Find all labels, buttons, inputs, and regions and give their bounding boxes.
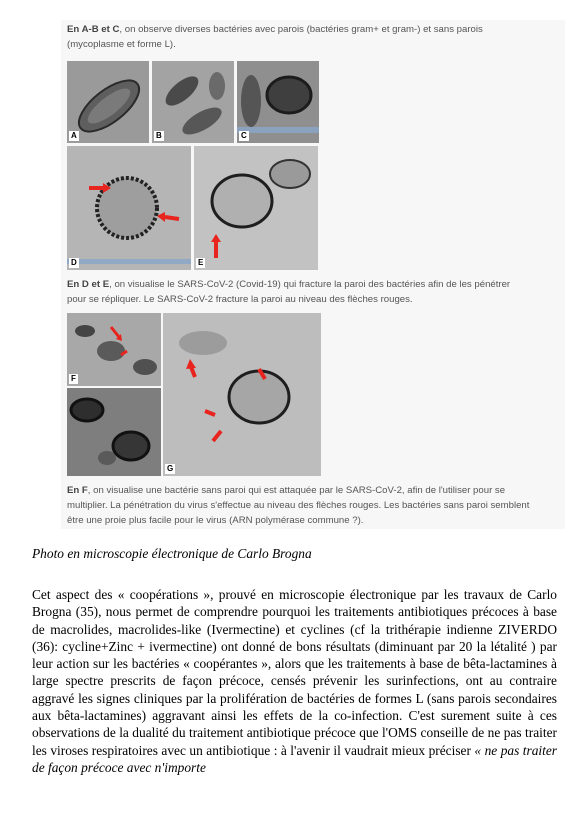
figure-paragraph-1: En A-B et C, on observe diverses bactéries avec parois (bactéries gram+ et gram-) et sans parois (mycoplasme et forme L). [67, 24, 483, 50]
body-text: Cet aspect des « coopérations », prouvé en microscopie électronique par les travaux de Carlo Brogna (35), nous permet de comprendre pourquoi les traitements antibiotiques précoces à base de macrolides, macrolides-like (Ivermectine) et cyclines (cf la trithérapie indienne ZIVERDO (36): cycline+Zinc + ivermectine) ont donné de bons résultats (diminuant par 20 la létalité ) par leur action sur les bactéries « coopérantes », alors que les traitements à base de bêta-lactamines à large spectre prescrits de façon précoce, censés prévenir les surinfections, ont au contraire aggravé les signes cliniques par la prolifération de bactéries de formes L (sans parois secondaires aux bêta-lactamines) aggravant ainsi les effets de la co-infection. C'est surement suite à ces observations de la dualité du traitement antibiotique précoce que l'OMS conseille de ne pas traiter les viroses respiratoires avec un antibiotique : à l'avenir il vaudrait mieux préciser [32, 587, 557, 758]
figure-paragraph-3: En F, on visualise une bactérie sans paroi qui est attaquée par le SARS-CoV-2, afin de l'utiliser pour se multiplier. La pénétration du virus s'effectue au niveau des flèches rouges. Les bactéries sans paroi semblent être une proie plus facile pour le virus (ARN polymérase commune ?). [67, 485, 530, 526]
figure-paragraph-2: En D et E, on visualise le SARS-CoV-2 (Covid-19) qui fracture la paroi des bactéries afin de les pénétrer pour se répliquer. Le SARS-CoV-2 fracture la paroi au niveau des flèches rouges. [67, 279, 511, 305]
panel-label-a: A [71, 131, 77, 140]
panel-label-b: B [156, 131, 162, 140]
micrograph-panel-f-detail [67, 388, 161, 476]
micrograph-panel-a [67, 61, 149, 143]
micrograph-panel-b [152, 61, 234, 143]
panel-label-f: F [71, 374, 76, 383]
micrograph-panel-d [67, 146, 191, 270]
micrograph-panel-c [237, 61, 319, 143]
microscopy-figure [61, 20, 565, 529]
panel-label-d: D [71, 258, 77, 267]
panel-label-e: E [198, 258, 204, 267]
panel-label-g: G [167, 464, 174, 473]
micrograph-panel-g [163, 313, 321, 476]
micrograph-panel-f [67, 313, 161, 386]
micrograph-panel-e [194, 146, 318, 270]
body-italic-quote: « ne pas traiter de façon précoce avec n'importe [32, 742, 557, 775]
figure-caption: Photo en microscopie électronique de Carlo Brogna [32, 546, 312, 561]
body-paragraph [32, 586, 557, 776]
panel-label-c: C [241, 131, 247, 140]
